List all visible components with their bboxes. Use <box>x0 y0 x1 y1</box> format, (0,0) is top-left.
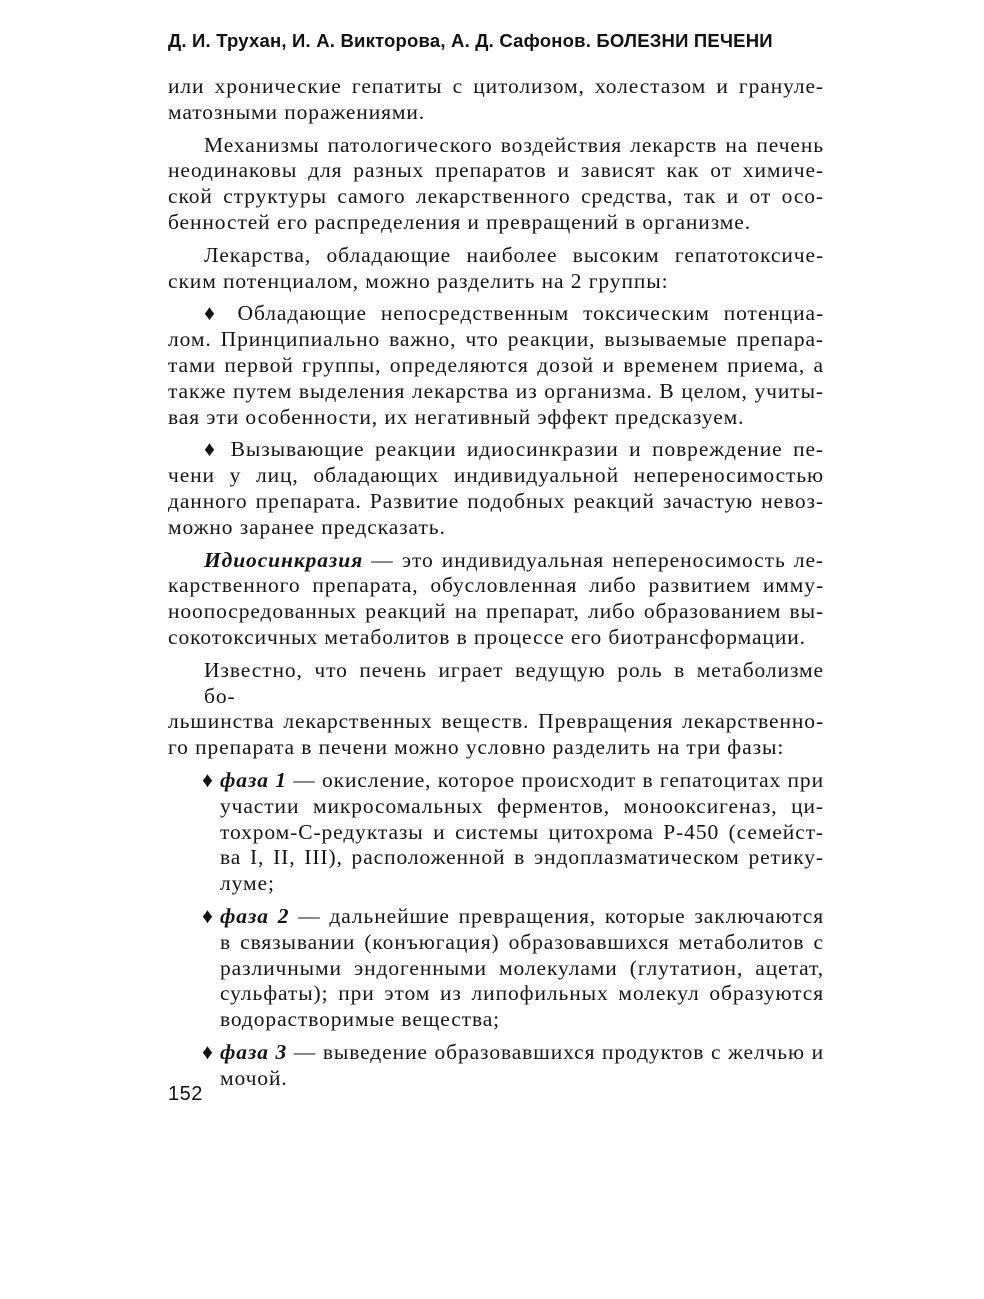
list-item-phase-1 <box>168 768 824 897</box>
paragraph-drug-groups <box>168 243 824 295</box>
text-line: тами первой группы, определяются дозой и временем приема, а <box>168 352 824 377</box>
page-number: 152 <box>168 1083 203 1105</box>
paragraph-group-1 <box>168 301 824 430</box>
text-line: бенностей его распределения и превращений в организме. <box>168 209 752 234</box>
text-line: ским потенциалом, можно разделить на 2 группы: <box>168 268 669 293</box>
paragraph-group-2 <box>168 437 824 540</box>
defined-term: Идиосинкразия <box>204 547 364 572</box>
bullet-diamond-icon: ♦ <box>202 1039 214 1064</box>
text-line: неодинаковы для разных препаратов и зависят как от химиче- <box>168 158 824 183</box>
text-line: матозными поражениями. <box>168 99 426 124</box>
bullet-diamond-icon: ♦ <box>204 437 221 462</box>
text-segment: — дальнейшие превращения, которые заключаются <box>289 903 824 928</box>
text-line: данного препарата. Развитие подобных реакций зачастую невоз- <box>168 488 824 513</box>
text-line: в связывании (конъюгация) образовавшихся метаболитов с <box>220 929 824 954</box>
text-line: сокотоксичных метаболитов в процессе его биотрансформации. <box>168 624 806 649</box>
phase-list <box>168 768 824 1092</box>
text-line <box>168 437 824 463</box>
bullet-diamond-icon: ♦ <box>204 301 224 326</box>
bullet-diamond-icon: ♦ <box>202 767 214 792</box>
text-line: ноопосредованных реакций на препарат, либо образованием вы- <box>168 599 824 624</box>
text-segment: — это индивидуальная непереносимость ле- <box>363 547 824 572</box>
text-line: вая эти особенности, их негативный эффект предсказуем. <box>168 404 745 429</box>
list-item-phase-3 <box>168 1040 824 1092</box>
text-line: мочой. <box>220 1065 288 1090</box>
text-line: сульфаты); при этом из липофильных молекул образуются <box>220 981 824 1006</box>
text-line: водорастворимые вещества; <box>220 1007 501 1032</box>
paragraph-metabolism <box>168 658 824 761</box>
phase-term: фаза 1 <box>220 767 287 792</box>
text-line: ва I, II, III), расположенной в эндоплазматическом ретику- <box>220 845 824 870</box>
text-line <box>168 301 824 327</box>
text-segment: Вызывающие реакции идиосинкразии и повреждение пе- <box>230 437 824 462</box>
text-line <box>220 768 824 794</box>
text-segment: Обладающие непосредственным токсическим потенциа- <box>237 301 825 326</box>
text-line <box>220 904 824 930</box>
paragraph-continuation <box>168 74 824 126</box>
text-line <box>220 1040 824 1066</box>
text-line: различными эндогенными молекулами (глутатион, ацетат, <box>220 955 824 980</box>
text-line: лом. Принципиально важно, что реакции, вызываемые препара- <box>168 327 824 352</box>
text-line: карственного препарата, обусловленная либо развитием имму- <box>168 573 824 598</box>
text-segment: — выведение образовавшихся продуктов с желчью и <box>287 1039 824 1064</box>
text-line: льшинства лекарственных веществ. Превращения лекарственно- <box>168 709 824 734</box>
phase-term: фаза 3 <box>220 1039 288 1064</box>
running-header: Д. И. Трухан, И. А. Викторова, А. Д. Сафонов. БОЛЕЗНИ ПЕЧЕНИ <box>168 30 773 51</box>
text-line: можно заранее предсказать. <box>168 514 446 539</box>
text-line: чени у лиц, обладающих индивидуальной непереносимостью <box>168 463 824 488</box>
text-line: Лекарства, обладающие наиболее высоким гепатотоксиче- <box>204 242 824 267</box>
paragraph-mechanisms <box>168 133 824 236</box>
text-line: ской структуры самого лекарственного средства, так и от осо- <box>168 184 824 209</box>
text-line: тохром-С-редуктазы и системы цитохрома Р-450 (семейст- <box>220 819 824 844</box>
text-line: Механизмы патологического воздействия лекарств на печень <box>204 132 824 157</box>
text-line: участии микросомальных ферментов, монооксигеназ, ци- <box>220 793 824 818</box>
text-line: или хронические гепатиты с цитолизом, холестазом и грануле- <box>168 74 824 98</box>
phase-term: фаза 2 <box>220 903 290 928</box>
paragraph-idiosyncrasy <box>168 548 824 651</box>
text-line <box>168 548 824 574</box>
list-item-phase-2 <box>168 904 824 1033</box>
text-line: луме; <box>220 871 275 896</box>
text-segment: — окисление, которое происходит в гепатоцитах при <box>286 767 824 792</box>
bullet-diamond-icon: ♦ <box>202 903 214 928</box>
text-line: также путем выделения лекарства из организма. В целом, учиты- <box>168 378 824 403</box>
text-line: Известно, что печень играет ведущую роль в метаболизме бо- <box>204 657 824 708</box>
text-line: го препарата в печени можно условно разделить на три фазы: <box>168 735 785 760</box>
body-text <box>168 74 824 1098</box>
